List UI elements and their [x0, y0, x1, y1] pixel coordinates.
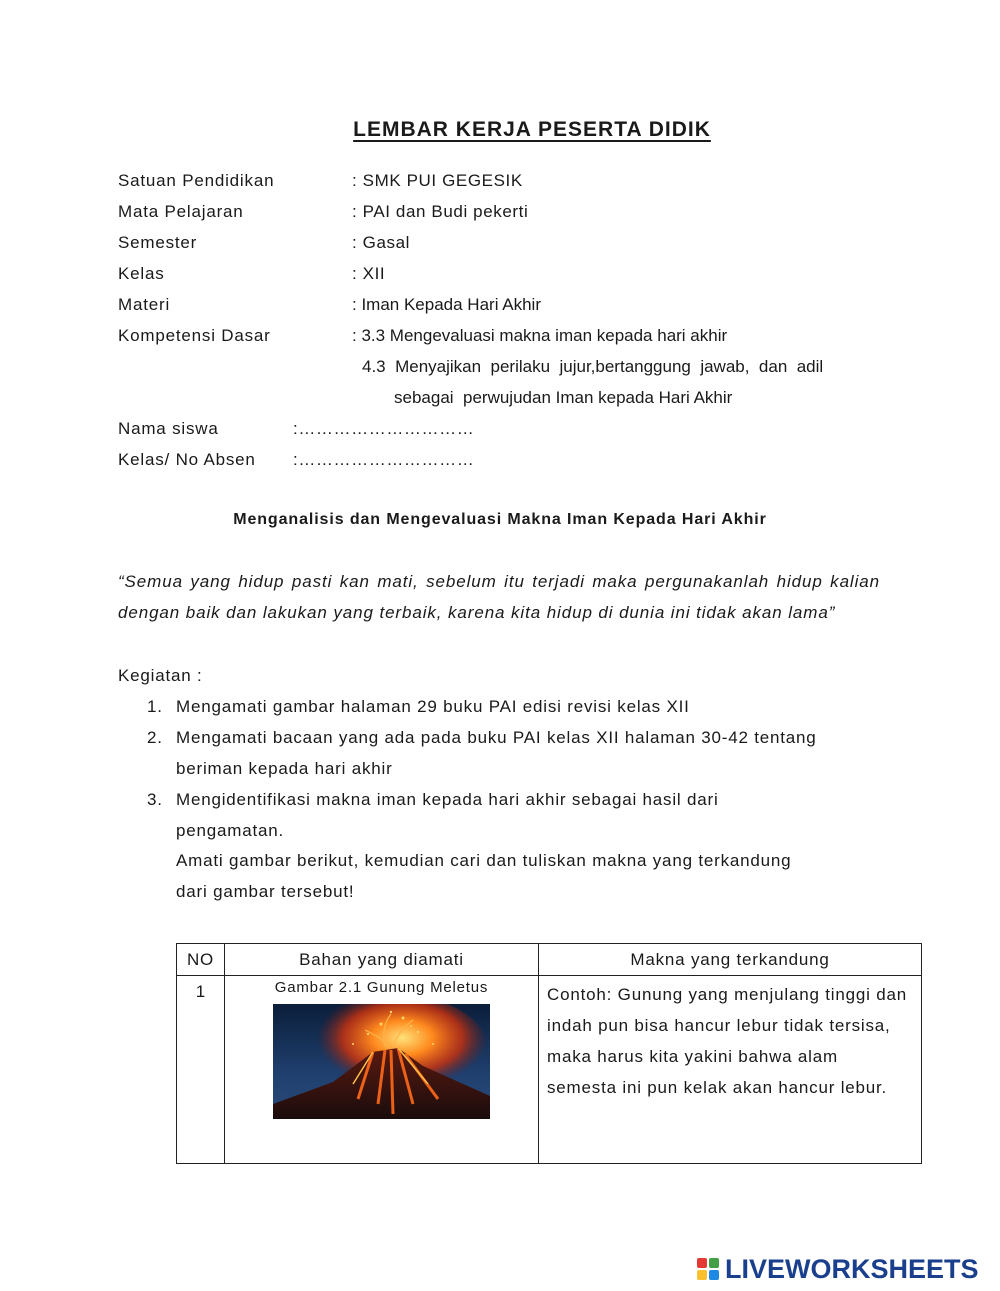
activities-heading: Kegiatan :	[118, 666, 203, 685]
mapel-value: : PAI dan Budi pekerti	[352, 202, 529, 221]
kd-label: Kompetensi Dasar	[118, 326, 271, 345]
nama-field[interactable]: :…………………………	[293, 419, 475, 438]
observation-table	[176, 943, 922, 1164]
logo-mark-icon	[697, 1258, 719, 1282]
kelas-label: Kelas	[118, 264, 165, 283]
semester-label: Semester	[118, 233, 198, 252]
activity-2-number: 2.	[147, 728, 163, 747]
semester-value: : Gasal	[352, 233, 411, 252]
kelas-value: : XII	[352, 264, 386, 283]
kd-value-2: 4.3 Menyajikan perilaku jujur,bertanggung jawab, dan adil	[362, 357, 824, 376]
table-header-row	[177, 944, 922, 976]
activity-2-text-cont: beriman kepada hari akhir	[176, 759, 393, 778]
page-title: LEMBAR KERJA PESERTA DIDIK	[353, 118, 711, 141]
logo-text: LIVEWORKSHEETS	[725, 1254, 979, 1284]
activity-2-text: Mengamati bacaan yang ada pada buku PAI kelas XII halaman 30-42 tentang	[176, 728, 817, 747]
mapel-label: Mata Pelajaran	[118, 202, 244, 221]
activity-3-instruction-cont: dari gambar tersebut!	[176, 882, 355, 901]
activity-3-instruction: Amati gambar berikut, kemudian cari dan tuliskan makna yang terkandung	[176, 851, 792, 870]
activity-3-text: Mengidentifikasi makna iman kepada hari akhir sebagai hasil dari	[176, 790, 719, 809]
row-bahan	[225, 976, 539, 1164]
section-title: Menganalisis dan Mengevaluasi Makna Iman Kepada Hari Akhir	[233, 511, 767, 528]
absen-label: Kelas/ No Absen	[118, 450, 256, 469]
kd-value-1: : 3.3 Mengevaluasi makna iman kepada hari akhir	[352, 326, 728, 345]
header-no: NO	[177, 944, 225, 976]
satuan-label: Satuan Pendidikan	[118, 171, 275, 190]
row-makna: Contoh: Gunung yang menjulang tinggi dan indah pun bisa hancur lebur tidak tersisa, maka harus kita yakini bahwa alam semesta ini pun kelak akan hancur lebur.	[539, 976, 922, 1164]
image-caption: Gambar 2.1 Gunung Meletus	[274, 979, 489, 996]
materi-value: : Iman Kepada Hari Akhir	[352, 295, 541, 314]
satuan-value: : SMK PUI GEGESIK	[352, 171, 523, 190]
nama-label: Nama siswa	[118, 419, 219, 438]
absen-field[interactable]: :…………………………	[293, 450, 475, 469]
header-bahan: Bahan yang diamati	[225, 944, 539, 976]
activity-3-text-cont: pengamatan.	[176, 821, 285, 840]
header-makna: Makna yang terkandung	[539, 944, 922, 976]
quote-text: “Semua yang hidup pasti kan mati, sebelum itu terjadi maka pergunakanlah hidup kalian dengan baik dan lakukan yang terbaik, karena kita hidup di dunia ini tidak akan lama”	[118, 572, 880, 622]
activity-1-number: 1.	[147, 697, 163, 716]
row-no: 1	[177, 976, 225, 1164]
table-row	[177, 976, 922, 1164]
volcano-image	[273, 1004, 490, 1119]
liveworksheets-logo	[697, 1254, 979, 1285]
kd-value-3: sebagai perwujudan Iman kepada Hari Akhir	[394, 388, 733, 407]
materi-label: Materi	[118, 295, 171, 314]
activity-1-text: Mengamati gambar halaman 29 buku PAI edisi revisi kelas XII	[176, 697, 690, 716]
activity-3-number: 3.	[147, 790, 163, 809]
